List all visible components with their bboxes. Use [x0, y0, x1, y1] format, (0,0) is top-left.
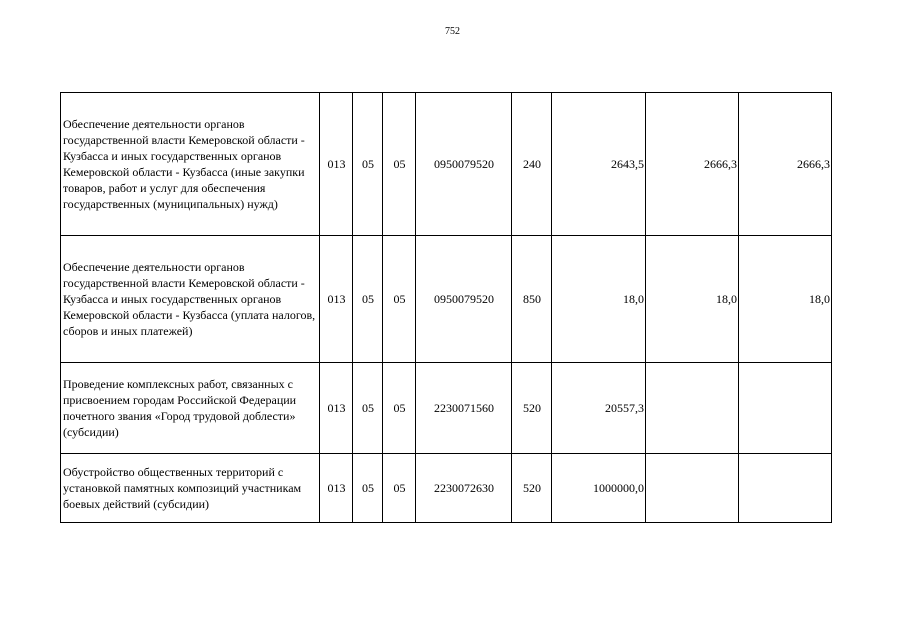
amount-year-3: 18,0 — [739, 236, 832, 363]
expense-type-code: 520 — [512, 363, 552, 454]
page-number: 752 — [445, 26, 460, 37]
target-article-code: 2230072630 — [416, 454, 512, 523]
section-code: 05 — [353, 93, 383, 236]
expense-type-code: 520 — [512, 454, 552, 523]
amount-year-3 — [739, 363, 832, 454]
row-description: Обеспечение деятельности органов государственной власти Кемеровской области - Кузбасса и иных государственных органов Кемеровской области - Кузбасса (иные закупки товаров, работ и услуг для обеспечения государственных (муниципальных) нужд) — [61, 93, 320, 236]
amount-year-1: 1000000,0 — [552, 454, 646, 523]
amount-year-1: 20557,3 — [552, 363, 646, 454]
table-row — [61, 236, 832, 363]
subsection-code: 05 — [383, 363, 416, 454]
table-row — [61, 454, 832, 523]
target-article-code: 0950079520 — [416, 93, 512, 236]
subsection-code: 05 — [383, 93, 416, 236]
table-row — [61, 93, 832, 236]
expense-type-code: 240 — [512, 93, 552, 236]
ministry-code: 013 — [320, 454, 353, 523]
row-description: Проведение комплексных работ, связанных с присвоением городам Российской Федерации почетного звания «Город трудовой доблести» (субсидии) — [61, 363, 320, 454]
target-article-code: 0950079520 — [416, 236, 512, 363]
row-description: Обустройство общественных территорий с установкой памятных композиций участникам боевых действий (субсидии) — [61, 454, 320, 523]
subsection-code: 05 — [383, 454, 416, 523]
target-article-code: 2230071560 — [416, 363, 512, 454]
table-row — [61, 363, 832, 454]
row-description: Обеспечение деятельности органов государственной власти Кемеровской области - Кузбасса и иных государственных органов Кемеровской области - Кузбасса (уплата налогов, сборов и иных платежей) — [61, 236, 320, 363]
amount-year-3: 2666,3 — [739, 93, 832, 236]
section-code: 05 — [353, 236, 383, 363]
ministry-code: 013 — [320, 93, 353, 236]
amount-year-2: 2666,3 — [646, 93, 739, 236]
section-code: 05 — [353, 363, 383, 454]
ministry-code: 013 — [320, 236, 353, 363]
amount-year-2 — [646, 363, 739, 454]
amount-year-2 — [646, 454, 739, 523]
budget-table — [60, 92, 832, 523]
section-code: 05 — [353, 454, 383, 523]
amount-year-1: 2643,5 — [552, 93, 646, 236]
amount-year-2: 18,0 — [646, 236, 739, 363]
amount-year-3 — [739, 454, 832, 523]
ministry-code: 013 — [320, 363, 353, 454]
subsection-code: 05 — [383, 236, 416, 363]
expense-type-code: 850 — [512, 236, 552, 363]
amount-year-1: 18,0 — [552, 236, 646, 363]
